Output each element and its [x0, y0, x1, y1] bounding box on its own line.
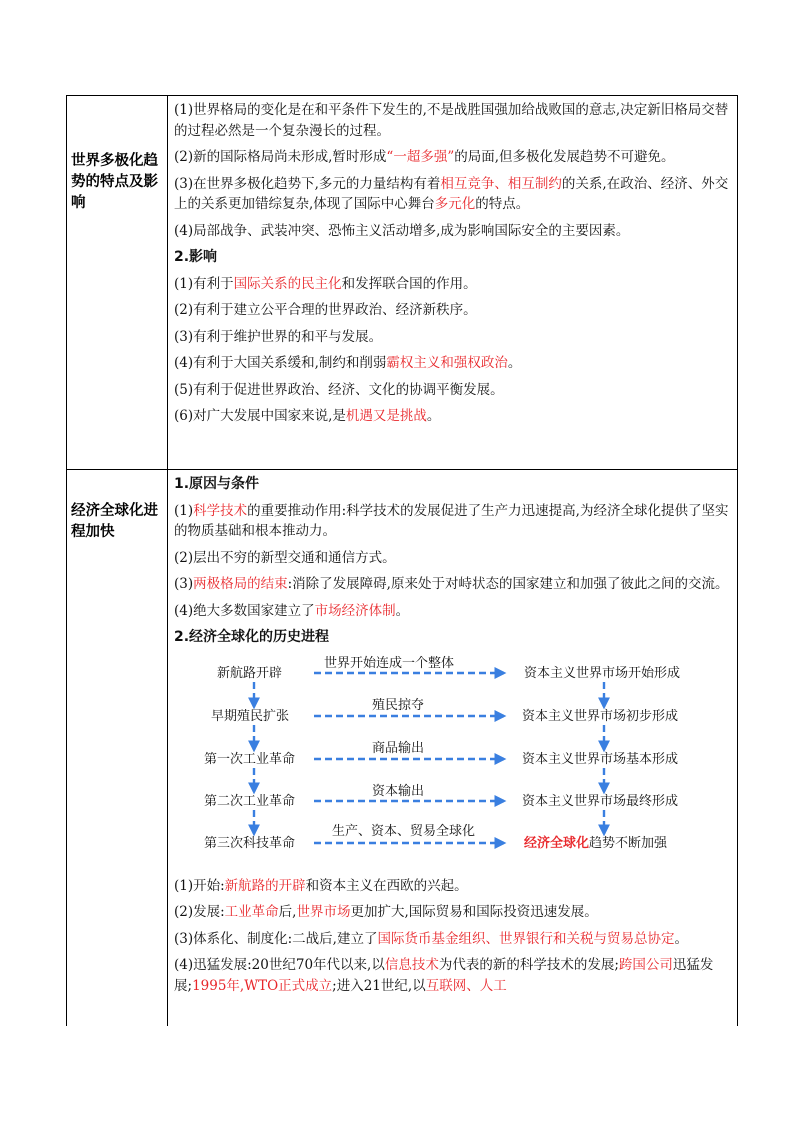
section1-items: [174, 100, 730, 241]
section2-heading: 经济全球化进程加快: [71, 503, 158, 540]
trait-item: [174, 100, 730, 141]
stage-right-4: 资本主义世界市场最终形成: [522, 793, 679, 809]
column-divider: [167, 96, 168, 1026]
highlight-text: 霸权主义和强权政治: [386, 355, 508, 371]
effect-item: [174, 353, 730, 374]
text-run: 的局面,但多极化发展趋势不可避免。: [454, 149, 675, 165]
link-label-2: 殖民掠夺: [372, 697, 425, 713]
section1-subheading: 2.影响: [174, 249, 218, 265]
text-run: 。: [674, 930, 688, 947]
link-label-4: 资本输出: [372, 783, 425, 799]
effect-item: [174, 274, 730, 295]
highlight-text: 相互竞争、相互制约: [440, 175, 562, 192]
text-run: (3)在世界多极化趋势下,多元的力量结构有着: [174, 175, 441, 192]
global-trend-highlight: 经济全球化: [524, 835, 590, 851]
trait-item: [174, 147, 730, 168]
section1-content: [174, 100, 730, 433]
section2-causes: [174, 501, 730, 622]
cause-item: [174, 574, 730, 595]
highlight-text: 两极格局的结束: [193, 576, 288, 592]
stage-left-4: 第二次工业革命: [204, 793, 296, 809]
text-run: (1)有利于: [174, 275, 234, 292]
text-run: 更加扩大,国际贸易和国际投资迅速发展。: [350, 904, 598, 920]
text-run: (3): [174, 576, 194, 592]
text-run: :消除了发展障碍,原来处于对峙状态的国家建立和加强了彼此之间的交流。: [287, 576, 729, 592]
section2-subheading-1: 1.原因与条件: [174, 476, 260, 492]
text-run: 的关系,在政治、经济、外交上的关系更加错综复杂,体现了国际中心舞台: [174, 175, 729, 212]
stage-left-1: 新航路开辟: [217, 665, 283, 681]
link-label-5: 生产、资本、贸易全球化: [332, 823, 476, 839]
text-run: 后,: [278, 904, 297, 920]
section1-effects: [174, 274, 730, 427]
trait-item: [174, 221, 730, 242]
highlight-text: 机遇又是挑战: [345, 408, 427, 424]
text-run: (2)新的国际格局尚未形成,暂时形成: [174, 149, 387, 165]
effect-item: [174, 406, 730, 427]
stage-left-5: 第三次科技革命: [204, 835, 296, 851]
process-item: [174, 876, 730, 897]
effect-item: [174, 327, 730, 348]
trait-item: [174, 174, 730, 215]
link-label-3: 商品输出: [372, 740, 425, 756]
link-label-1: 世界开始连成一个整体: [324, 655, 455, 671]
text-run: 。: [395, 602, 410, 619]
stage-right-1: 资本主义世界市场开始形成: [524, 665, 681, 681]
highlight-text: 互联网、人工: [425, 977, 507, 994]
effect-item: [174, 380, 730, 401]
text-run: (1)世界格局的变化是在和平条件下发生的,不是战胜国强加给战败国的意志,决定新旧格局交替的过程必然是一个复杂漫长的过程。: [174, 102, 729, 139]
highlight-text: 跨国公司: [618, 957, 673, 973]
text-run: (3)体系化、制度化:二战后,建立了: [174, 930, 378, 947]
text-run: ;进入21世纪,以: [332, 977, 426, 994]
text-run: (6)对广大发展中国家来说,是: [174, 408, 346, 424]
highlight-text: 国际关系的民主化: [233, 275, 342, 292]
text-run: (4)绝大多数国家建立了: [174, 602, 315, 619]
text-run: (1)开始:: [174, 877, 225, 894]
text-run: (4)局部战争、武装冲突、恐怖主义活动增多,成为影响国际安全的主要因素。: [174, 222, 630, 239]
process-item: [174, 929, 730, 950]
stage-right-3: 资本主义世界市场基本形成: [522, 751, 679, 767]
text-run: 和资本主义在西欧的兴起。: [305, 877, 468, 894]
section2-process: [174, 876, 730, 997]
text-run: (4)迅猛发展:20世纪70年代以来,以: [174, 957, 385, 973]
text-run: 。: [507, 355, 522, 371]
text-run: 的重要推动作用:科学技术的发展促进了生产力迅速提高,为经济全球化提供了坚实的物质基础和根本推动力。: [174, 502, 729, 539]
text-run: 为代表的新的科学技术的发展;: [438, 957, 619, 973]
stage-right-5: [524, 834, 667, 855]
highlight-text: 国际货币基金组织、世界银行和关税与贸易总协定: [377, 930, 675, 947]
content-table: [66, 95, 738, 1026]
highlight-text: 1995年,WTO正式成立: [192, 977, 333, 994]
cause-item: [174, 501, 730, 542]
section2-subheading-2: 2.经济全球化的历史进程: [174, 629, 330, 645]
text-run: (5)有利于促进世界政治、经济、文化的协调平衡发展。: [174, 381, 504, 398]
text-run: (3)有利于维护世界的和平与发展。: [174, 328, 383, 345]
row-divider: [67, 469, 737, 470]
stage-right-2: 资本主义世界市场初步形成: [522, 708, 679, 724]
section1-heading: 世界多极化趋势的特点及影响: [71, 153, 158, 211]
cause-item: [174, 548, 730, 569]
process-item: [174, 902, 730, 923]
highlight-text: 信息技术: [384, 957, 439, 973]
cause-item: [174, 601, 730, 622]
process-item: [174, 955, 730, 996]
text-run: (2)发展:: [174, 904, 225, 920]
text-run: 迅猛发展;: [174, 957, 714, 994]
highlight-text: 工业革命: [224, 904, 279, 920]
history-flow-diagram: [174, 654, 730, 872]
text-run: 和发挥联合国的作用。: [341, 275, 477, 292]
highlight-text: 科学技术: [193, 502, 248, 519]
text-run: (1): [174, 502, 194, 519]
stage-left-3: 第一次工业革命: [204, 751, 296, 767]
text-run: 的特点。: [475, 196, 530, 212]
text-run: (4)有利于大国关系缓和,制约和削弱: [174, 355, 387, 371]
highlight-text: 世界市场: [296, 904, 351, 920]
stage-left-2: 早期殖民扩张: [211, 708, 290, 724]
section2-content: [174, 474, 730, 1002]
effect-item: [174, 300, 730, 321]
text-run: (2)有利于建立公平合理的世界政治、经济新秩序。: [174, 302, 477, 318]
highlight-text: 市场经济体制: [314, 602, 396, 619]
highlight-text: “一超多强”: [386, 149, 455, 165]
highlight-text: 多元化: [434, 196, 476, 212]
text-run: 。: [426, 408, 441, 424]
global-trend-rest: 趋势不断加强: [589, 835, 668, 851]
text-run: (2)层出不穷的新型交通和通信方式。: [174, 549, 396, 566]
highlight-text: 新航路的开辟: [224, 877, 306, 894]
